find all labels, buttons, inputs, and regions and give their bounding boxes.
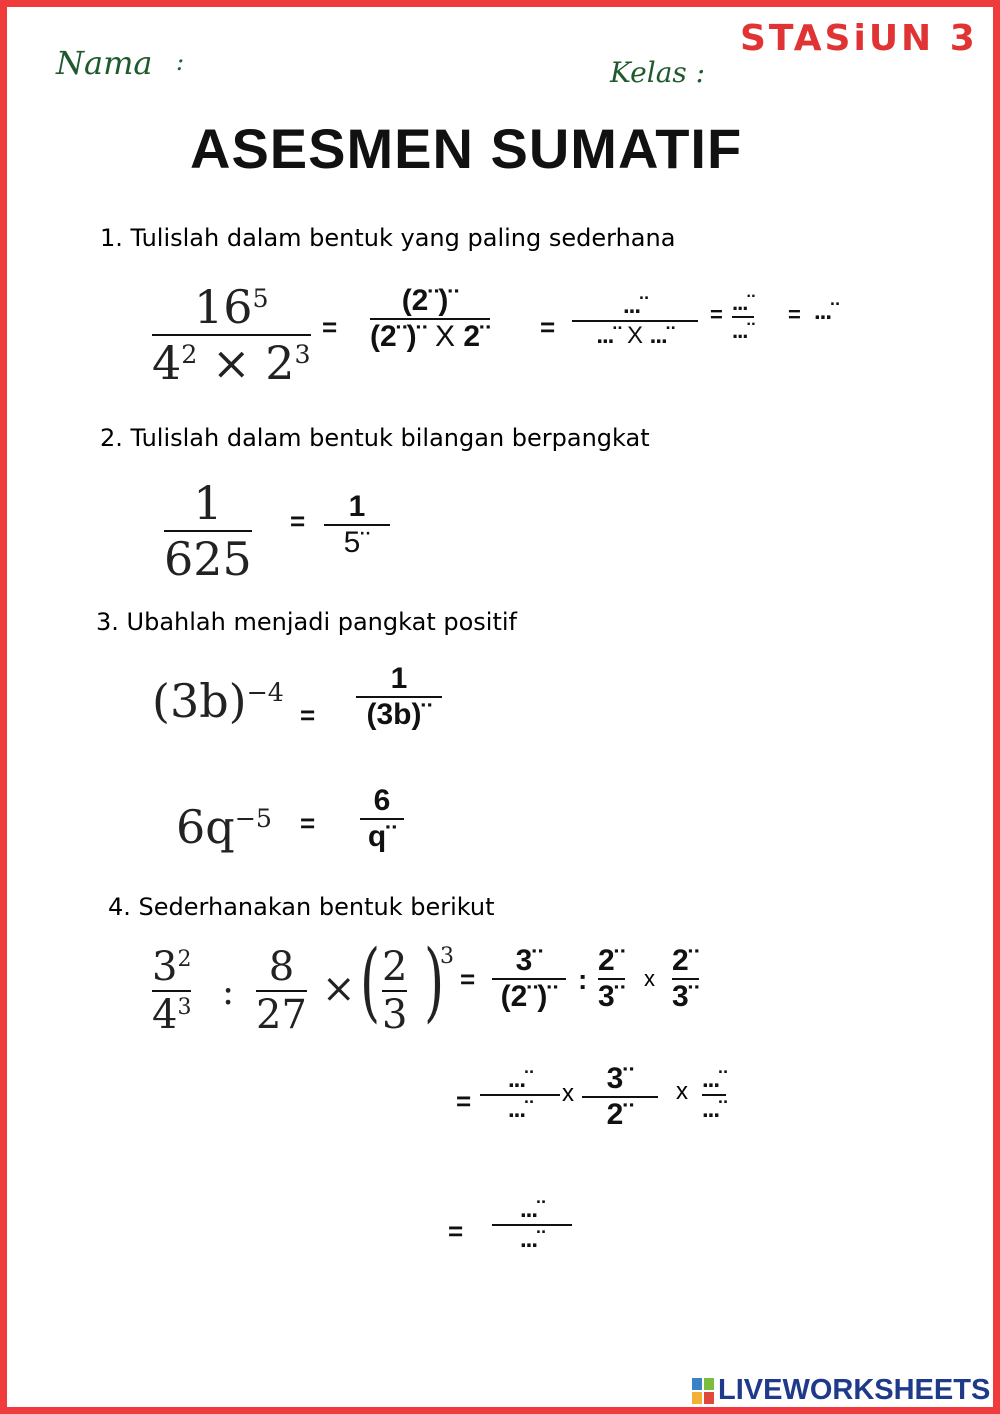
liveworksheets-logo [692, 1374, 990, 1407]
q4-r1-a-denominator[interactable]: (2¨)¨ [500, 980, 558, 1013]
q4-r1-colon: : [578, 964, 588, 995]
page-title: ASESMEN SUMATIF [190, 117, 743, 180]
q4-r1-b-numerator[interactable]: 2¨ [598, 944, 625, 977]
q1-expression: $16^5$ $4^2 \times 2^3$ [152, 280, 311, 390]
q4-r1-c-numerator[interactable]: 2¨ [672, 944, 699, 977]
q4-r1-c-denominator[interactable]: 3¨ [672, 980, 699, 1013]
q4-fraction-3: 2 3 [382, 944, 408, 1038]
q4-r1-times: x [644, 966, 655, 991]
q4-r1-a-numerator[interactable]: 3¨ [515, 944, 543, 977]
q1-step1-fraction [370, 284, 490, 354]
name-colon: : [176, 48, 185, 76]
q2-answer-exponent[interactable]: 5¨ [343, 526, 371, 559]
q4-fraction-1: $3^2$ $4^3$ [152, 944, 192, 1038]
q4-r2-times-2: x [676, 1078, 688, 1105]
q1-equals-3: = [710, 302, 723, 327]
q4-r1-fraction-a [492, 944, 566, 1014]
q2-expression: 1 625 [164, 476, 252, 586]
q4-r2-a-denominator[interactable]: ...¨ [508, 1096, 532, 1123]
question-2: 2. Tulislah dalam bentuk bilangan berpangkat [100, 424, 650, 452]
question-3: 3. Ubahlah menjadi pangkat positif [96, 608, 517, 636]
q4-r2-fraction-b: 3¨ 2¨ [582, 1062, 658, 1132]
q4-r3-equals: = [448, 1216, 464, 1246]
q1-step3-fraction [732, 290, 754, 344]
q4-r1-equals: = [460, 964, 476, 994]
q3-answer-b-exponent[interactable]: q¨ [367, 820, 397, 853]
class-label: Kelas : [610, 56, 706, 89]
q4-r2-c-numerator[interactable]: ...¨ [702, 1066, 726, 1093]
q1-step2-fraction [572, 292, 698, 350]
q4-r2-a-numerator[interactable]: ...¨ [508, 1066, 532, 1093]
q4-r1-fraction-c [672, 944, 699, 1014]
q3-answer-b: 6 q¨ [360, 784, 404, 854]
q4-r1-b-denominator[interactable]: 3¨ [598, 980, 625, 1013]
q1-step1-denominator[interactable]: (2¨)¨ X 2¨ [370, 320, 491, 353]
q1-final-answer[interactable]: ...¨ [814, 298, 838, 325]
q3-expression-b: $6q^{-5}$ [176, 800, 273, 854]
q4-fraction-2: 8 27 [256, 944, 307, 1038]
q3-equals-b: = [300, 808, 316, 838]
q4-r2-times-1: x [562, 1080, 574, 1107]
q2-equals: = [290, 506, 306, 536]
q4-r2-c-denominator[interactable]: ...¨ [702, 1096, 726, 1123]
q1-step1-numerator[interactable]: (2¨)¨ [401, 284, 459, 317]
q4-r3-numerator[interactable]: ...¨ [520, 1196, 544, 1223]
q3-answer-a: 1 (3b)¨ [356, 662, 442, 732]
q1-step3-numerator[interactable]: ...¨ [732, 290, 754, 315]
q1-step2-denominator[interactable]: ...¨ X ...¨ [596, 322, 674, 349]
q1-step3-denominator[interactable]: ...¨ [732, 318, 754, 343]
q4-r2-equals: = [456, 1086, 472, 1116]
q4-left-paren: ( [360, 932, 381, 1032]
name-label: Nama [56, 44, 153, 82]
q3-answer-a-exponent[interactable]: (3b)¨ [366, 698, 432, 731]
q4-right-paren: ) [424, 932, 445, 1032]
q1-equals-1: = [322, 312, 338, 342]
q4-r3-denominator[interactable]: ...¨ [520, 1226, 544, 1253]
question-4: 4. Sederhanakan bentuk berikut [108, 893, 495, 921]
q4-paren-exponent: 3 [440, 944, 454, 969]
q3-expression-a: $(3b)^{-4}$ [152, 674, 284, 728]
q4-colon: : [222, 972, 235, 1013]
q4-times: × [322, 966, 356, 1012]
q3-equals-a: = [300, 700, 316, 730]
question-1: 1. Tulislah dalam bentuk yang paling sederhana [100, 224, 676, 252]
q4-r1-fraction-b [598, 944, 625, 1014]
liveworksheets-wordmark: LIVEWORKSHEETS [718, 1374, 991, 1406]
q2-answer-fraction: 1 5¨ [324, 490, 390, 560]
q4-r2-fraction-c [702, 1066, 726, 1124]
q1-step2-numerator[interactable]: ...¨ [623, 292, 647, 319]
station-label: STASiUN 3 [740, 18, 978, 59]
q1-equals-4: = [788, 302, 801, 327]
q1-equals-2: = [540, 312, 556, 342]
q4-r3-fraction [492, 1196, 572, 1254]
liveworksheets-mark-icon [692, 1378, 714, 1404]
q4-r2-fraction-a [480, 1066, 560, 1124]
